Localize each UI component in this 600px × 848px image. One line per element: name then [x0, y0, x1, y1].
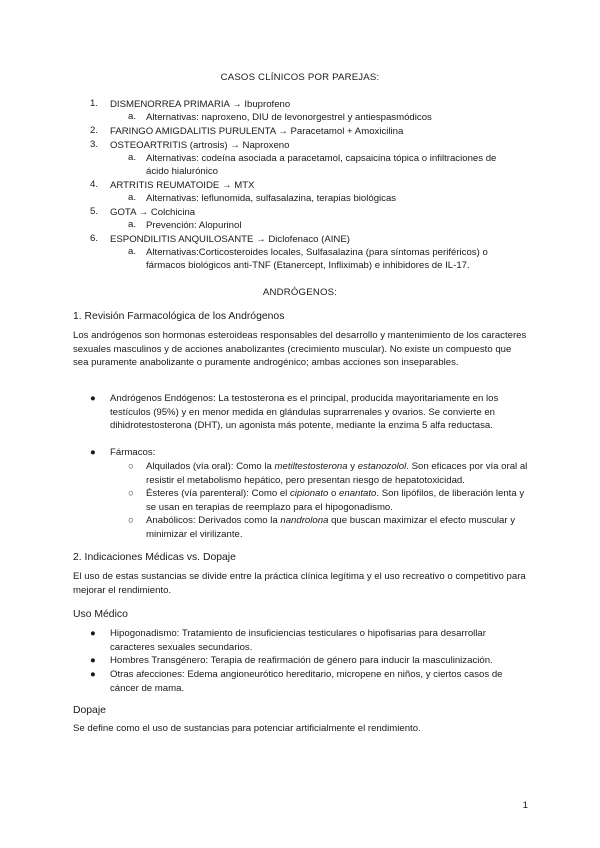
list-item: DISMENORREA PRIMARIA → Ibuprofeno [110, 99, 291, 110]
list-item: ESPONDILITIS ANQUILOSANTE → Diclofenaco (AINE) [110, 234, 350, 245]
list-letter: a. [128, 246, 137, 257]
bullet-text: Andrógenos Endógenos: La testosterona es el principal, producida mayoritariamente en los testículos (95%) y en menor medida en glándulas suprarrenales y ovarios. Se convierte en dihidrotestosterona (DHT), un agonista más potente, mediante la enzima 5 alfa reductasa. [110, 393, 499, 432]
list-item-continuation: fármacos biológicos anti-TNF (Etanercept, Infliximab) e inhibidores de IL-17. [146, 260, 470, 271]
list-item: ARTRITIS REUMATOIDE → MTX [110, 180, 255, 191]
list-item: Alternativas:Corticosteroides locales, Sulfasalazina (para síntomas periféricos) o [146, 247, 488, 258]
list-item-continuation: ácido hialurónico [146, 166, 218, 177]
bullet-dot: ● [90, 393, 96, 404]
bullet-dot: ● [90, 447, 96, 458]
list-number: 6. [90, 233, 99, 244]
list-number: 4. [90, 179, 99, 190]
list-item: GOTA → Colchicina [110, 207, 196, 218]
list-letter: a. [128, 111, 137, 122]
section-paragraph: El uso de estas sustancias se divide entre la práctica clínica legítima y el uso recreativo o competitivo para mejorar el rendimiento. [73, 571, 526, 596]
sub-bullet-text: Ésteres (vía parenteral): Como el cipionato o enantato. Son lipófilos, de liberación lenta y se usan en terapias de reemplazo para el hipogonadismo. [146, 488, 525, 513]
list-item: Alternativas: leflunomida, sulfasalazina, terapias biológicas [146, 193, 397, 204]
bullet-dot: ● [90, 655, 96, 666]
list-letter: a. [128, 192, 137, 203]
list-number: 3. [90, 139, 99, 150]
androgenos-title: ANDRÓGENOS: [262, 287, 338, 298]
list-letter: a. [128, 152, 137, 163]
bullet-text: Otras afecciones: Edema angioneurótico hereditario, micropene en niños, y ciertos casos de cáncer de mama. [110, 669, 503, 694]
bullet-text: Hombres Transgénero: Terapia de reafirmación de género para inducir la masculinización. [110, 655, 493, 666]
section-paragraph: Se define como el uso de sustancias para potenciar artificialmente el rendimiento. [73, 723, 421, 734]
bullet-text: Hipogonadismo: Tratamiento de insuficiencias testiculares o hipofisarias para desarrollar caracteres sexuales secundarios. [110, 628, 486, 653]
section-paragraph: Los andrógenos son hormonas esteroideas responsables del desarrollo y mantenimiento de los caracteres sexuales masculinos y de acciones anabolizantes (crecimiento muscular). No existe un compuesto que sea puramente anabolizante o puramente androgénico; ambas acciones son inseparables. [73, 330, 527, 369]
list-number: 5. [90, 206, 99, 217]
subsection-heading: Dopaje [73, 705, 106, 716]
bullet-dot: ● [90, 669, 96, 680]
sub-bullet-circle: ○ [128, 488, 134, 499]
list-item: OSTEOARTRITIS (artrosis) → Naproxeno [110, 140, 290, 151]
section-heading: 1. Revisión Farmacológica de los Andrógenos [73, 311, 285, 322]
bullet-dot: ● [90, 628, 96, 639]
sub-bullet-circle: ○ [128, 515, 134, 526]
subsection-heading: Uso Médico [73, 609, 128, 620]
casos-title: CASOS CLÍNICOS POR PAREJAS: [220, 72, 380, 83]
list-item: Alternativas: codeína asociada a paracetamol, capsaicina tópica o infiltraciones de [146, 153, 497, 164]
list-item: Prevención: Alopurinol [146, 220, 242, 231]
sub-bullet-text: Alquilados (vía oral): Como la metiltestosterona y estanozolol. Son eficaces por vía oral al resistir el metabolismo hepático, pero presentan riesgo de hepatotoxicidad. [146, 461, 528, 486]
page-number: 1 [522, 800, 528, 811]
list-item: Alternativas: naproxeno, DIU de levonorgestrel y antiespasmódicos [146, 112, 432, 123]
section-heading: 2. Indicaciones Médicas vs. Dopaje [73, 552, 236, 563]
list-number: 2. [90, 125, 99, 136]
sub-bullet-text: Anabólicos: Derivados como la nandrolona que buscan maximizar el efecto muscular y minimizar el virilizante. [146, 515, 516, 540]
sub-bullet-circle: ○ [128, 461, 134, 472]
list-item: FARINGO AMIGDALITIS PURULENTA → Paracetamol + Amoxicilina [110, 126, 404, 137]
list-letter: a. [128, 219, 137, 230]
bullet-text: Fármacos: [110, 447, 156, 458]
list-number: 1. [90, 98, 99, 109]
